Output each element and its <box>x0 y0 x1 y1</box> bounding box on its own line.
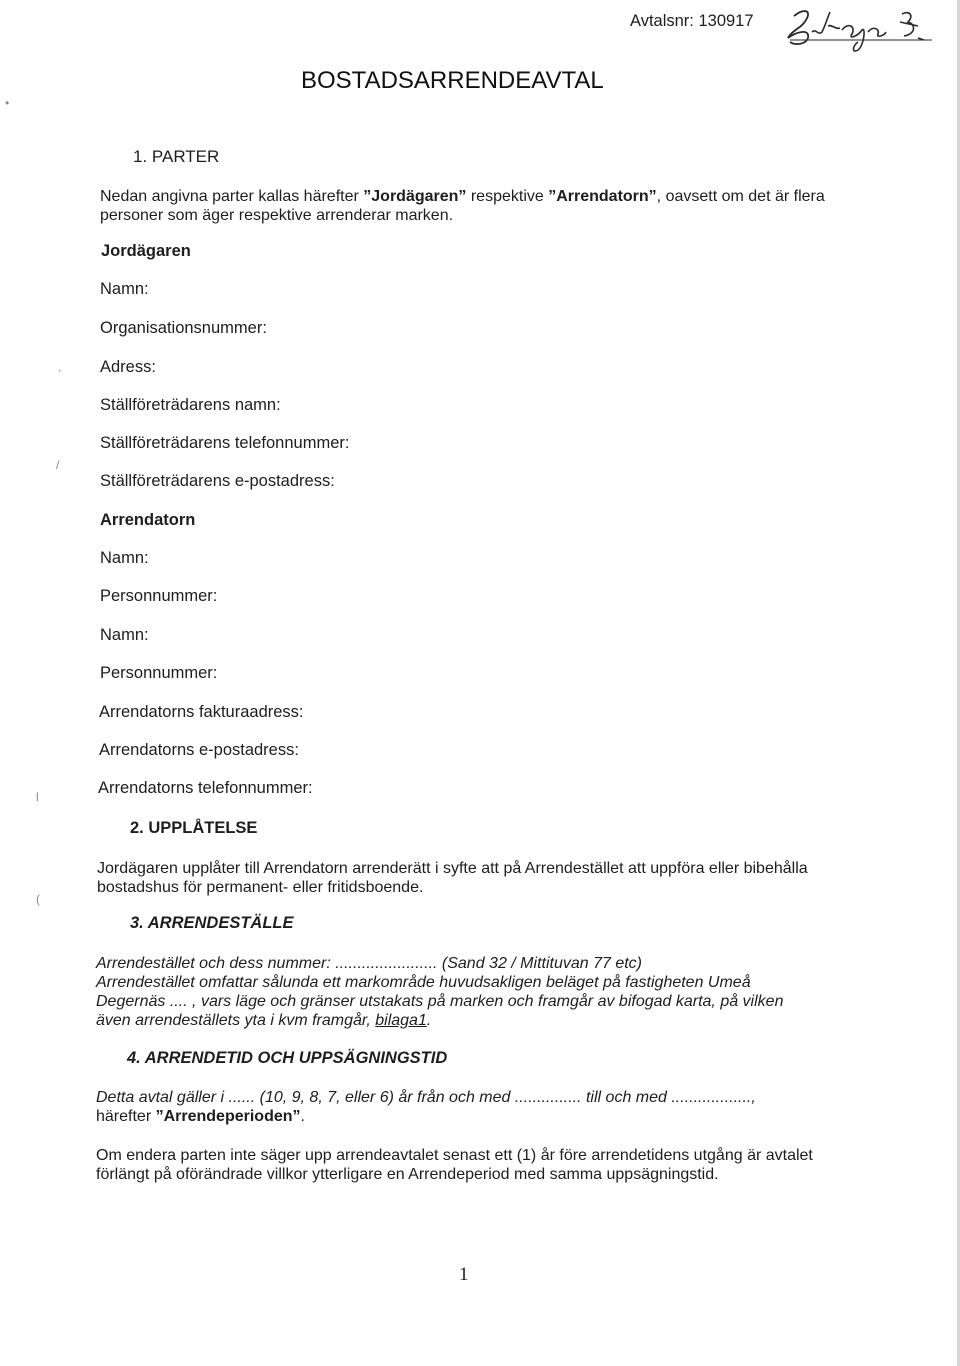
field-label: Organisationsnummer: <box>100 319 267 337</box>
scan-speck: ( <box>36 892 40 906</box>
section-heading-arrendestalle: 3. ARRENDESTÄLLE <box>130 914 294 932</box>
intro-text: , oavsett om det är flera <box>656 188 825 205</box>
scan-speck: l <box>36 790 39 804</box>
field-label: Arrendatorns telefonnummer: <box>98 779 313 797</box>
section-heading-parter: 1. PARTER <box>133 147 220 166</box>
signature-graphic <box>782 2 942 54</box>
page-number: 1 <box>459 1264 469 1285</box>
upplatelse-paragraph <box>97 859 808 897</box>
arrendestalle-paragraph <box>96 954 783 1030</box>
intro-text: personer som äger respektive arrenderar marken. <box>100 207 454 224</box>
paragraph-line: Arrendestället omfattar sålunda ett markområde huvudsakligen beläget på fastigheten Umeå <box>96 974 751 991</box>
field-label: Personnummer: <box>100 664 218 682</box>
paragraph-line: . <box>426 1012 432 1029</box>
term-jordagaren: ”Jordägaren” <box>363 188 467 205</box>
field-label: Adress: <box>100 358 156 376</box>
field-label: Ställföreträdarens namn: <box>100 396 281 414</box>
field-label: Ställföreträdarens e-postadress: <box>100 472 335 490</box>
landowner-heading: Jordägaren <box>101 242 191 260</box>
field-label: Arrendatorns fakturaadress: <box>99 703 304 721</box>
handwritten-annex-mark <box>782 2 942 54</box>
paragraph-line: förlängt på oförändrade villkor ytterligare en Arrendeperiod med samma uppsägningstid. <box>96 1166 719 1183</box>
term-arrendeperioden: ”Arrendeperioden” <box>155 1108 301 1125</box>
scan-speck: , <box>58 360 62 374</box>
field-label: Namn: <box>100 280 149 298</box>
field-label: Namn: <box>100 549 149 567</box>
paragraph-line: Detta avtal gäller i ...... (10, 9, 8, 7, eller 6) år från och med ............... till och med .................., <box>96 1089 756 1106</box>
paragraph-line: . <box>300 1108 305 1125</box>
annex-reference: bilaga1 <box>375 1012 427 1029</box>
intro-text: Nedan angivna parter kallas härefter <box>100 188 364 205</box>
section-heading-upplatelse: 2. UPPLÅTELSE <box>130 819 258 837</box>
paragraph-line: Om endera parten inte säger upp arrendeavtalet senast ett (1) år före arrendetidens utgång är avtalet <box>96 1147 813 1164</box>
document-title: BOSTADSARRENDEAVTAL <box>301 67 604 94</box>
field-label: Personnummer: <box>100 587 218 605</box>
paragraph-line: Jordägaren upplåter till Arrendatorn arrenderätt i syfte att på Arrendestället att uppföra eller bibehålla <box>97 860 808 877</box>
paragraph-line: härefter <box>96 1108 156 1125</box>
section-heading-arrendetid: 4. ARRENDETID OCH UPPSÄGNINGSTID <box>127 1049 448 1067</box>
field-label: Ställföreträdarens telefonnummer: <box>100 434 350 452</box>
term-arrendatorn: ”Arrendatorn” <box>548 188 657 205</box>
contract-number: Avtalsnr: 130917 <box>630 12 754 30</box>
intro-text: respektive <box>466 188 549 205</box>
field-label: Arrendatorns e-postadress: <box>99 741 299 759</box>
arrendetid-paragraph <box>96 1088 756 1126</box>
paragraph-line: bostadshus för permanent- eller fritidsboende. <box>97 879 424 896</box>
paragraph-line: även arrendeställets yta i kvm framgår, <box>96 1012 376 1029</box>
extension-paragraph <box>96 1146 813 1184</box>
field-label: Namn: <box>100 626 149 644</box>
tenant-heading: Arrendatorn <box>100 511 196 529</box>
scan-speck: • <box>5 96 10 110</box>
intro-paragraph <box>100 187 825 225</box>
scan-speck: / <box>56 458 60 472</box>
paragraph-line: Degernäs .... , vars läge och gränser utstakats på marken och framgår av bifogad karta, på vilken <box>96 993 784 1010</box>
paragraph-line: Arrendestället och dess nummer: ....................... (Sand 32 / Mittituvan 77 etc) <box>96 955 643 972</box>
